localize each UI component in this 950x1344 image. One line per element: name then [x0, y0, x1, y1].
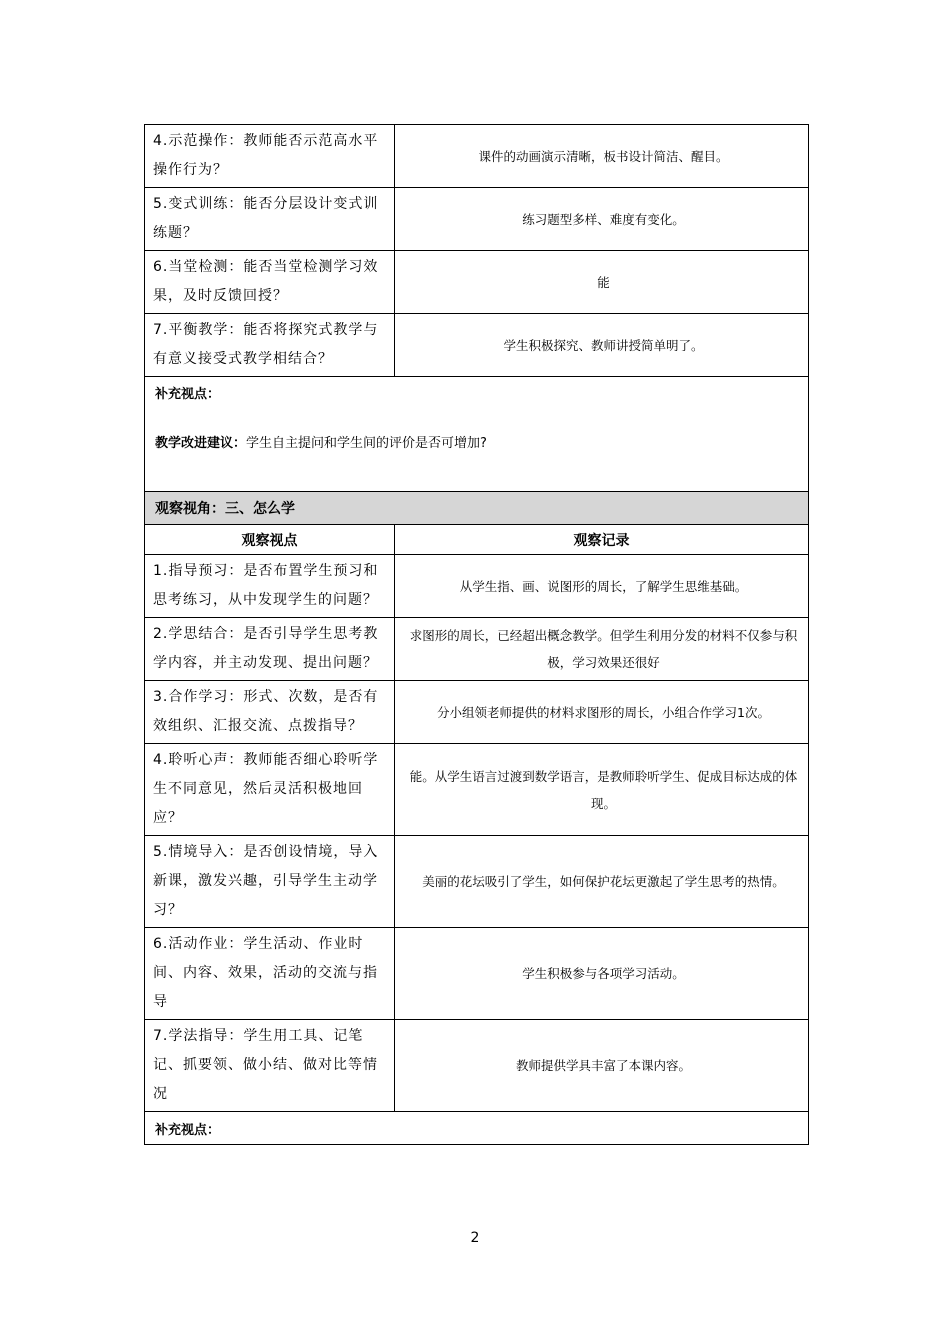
- view-cell: 4.聆听心声：教师能否细心聆听学生不同意见，然后灵活积极地回应？: [145, 744, 395, 836]
- record-cell: 能: [395, 251, 809, 314]
- record-cell: 分小组领老师提供的材料求图形的周长，小组合作学习1次。: [395, 681, 809, 744]
- view-cell: 1.指导预习：是否布置学生预习和思考练习，从中发现学生的问题？: [145, 555, 395, 618]
- record-cell: 课件的动画演示清晰，板书设计简洁、醒目。: [395, 125, 809, 188]
- view-cell: 6.活动作业：学生活动、作业时间、内容、效果，活动的交流与指导: [145, 928, 395, 1020]
- observation-table: [144, 124, 809, 1145]
- view-cell: 3.合作学习：形式、次数，是否有效组织、汇报交流、点拨指导？: [145, 681, 395, 744]
- table-row: [145, 125, 809, 188]
- view-cell: 6.当堂检测：能否当堂检测学习效果，及时反馈回授？: [145, 251, 395, 314]
- supplement-row: [145, 1112, 809, 1145]
- table-row: [145, 836, 809, 928]
- record-cell: 美丽的花坛吸引了学生，如何保护花坛更激起了学生思考的热情。: [395, 836, 809, 928]
- view-cell: 5.变式训练：能否分层设计变式训练题？: [145, 188, 395, 251]
- record-cell: 从学生指、画、说图形的周长，了解学生思维基础。: [395, 555, 809, 618]
- page-number: 2: [470, 1230, 480, 1246]
- view-cell: 2.学思结合：是否引导学生思考教学内容，并主动发现、提出问题？: [145, 618, 395, 681]
- suggestion-label: 教学改进建议：: [155, 436, 247, 451]
- supplement-row: [145, 377, 809, 492]
- view-cell: 7.平衡教学：能否将探究式教学与有意义接受式教学相结合？: [145, 314, 395, 377]
- view-cell: 5.情境导入：是否创设情境，导入新课，激发兴趣，引导学生主动学习？: [145, 836, 395, 928]
- supplement-cell: [145, 377, 809, 492]
- record-cell: 练习题型多样、难度有变化。: [395, 188, 809, 251]
- section-row: [145, 492, 809, 525]
- table-row: [145, 251, 809, 314]
- table-row: [145, 555, 809, 618]
- record-cell: 学生积极参与各项学习活动。: [395, 928, 809, 1020]
- table-row: [145, 681, 809, 744]
- header-record: 观察记录: [395, 525, 809, 555]
- supplement-label-2: 补充视点：: [145, 1112, 809, 1145]
- header-view: 观察视点: [145, 525, 395, 555]
- record-cell: 教师提供学具丰富了本课内容。: [395, 1020, 809, 1112]
- record-cell: 求图形的周长，已经超出概念教学。但学生利用分发的材料不仅参与积极，学习效果还很好: [395, 618, 809, 681]
- table-row: [145, 744, 809, 836]
- header-row: [145, 525, 809, 555]
- table-row: [145, 188, 809, 251]
- supplement-label: 补充视点：: [155, 387, 221, 402]
- table-row: [145, 1020, 809, 1112]
- suggestion-text: 学生自主提问和学生间的评价是否可增加?: [246, 436, 487, 451]
- record-cell: 能。从学生语言过渡到数学语言，是教师聆听学生、促成目标达成的体现。: [395, 744, 809, 836]
- section-title: 观察视角：三、怎么学: [145, 492, 809, 525]
- table-row: [145, 928, 809, 1020]
- record-cell: 学生积极探究、教师讲授简单明了。: [395, 314, 809, 377]
- suggestion: [155, 432, 798, 456]
- view-cell: 7.学法指导：学生用工具、记笔记、抓要领、做小结、做对比等情况: [145, 1020, 395, 1112]
- table-row: [145, 314, 809, 377]
- table-row: [145, 618, 809, 681]
- view-cell: 4.示范操作：教师能否示范高水平操作行为？: [145, 125, 395, 188]
